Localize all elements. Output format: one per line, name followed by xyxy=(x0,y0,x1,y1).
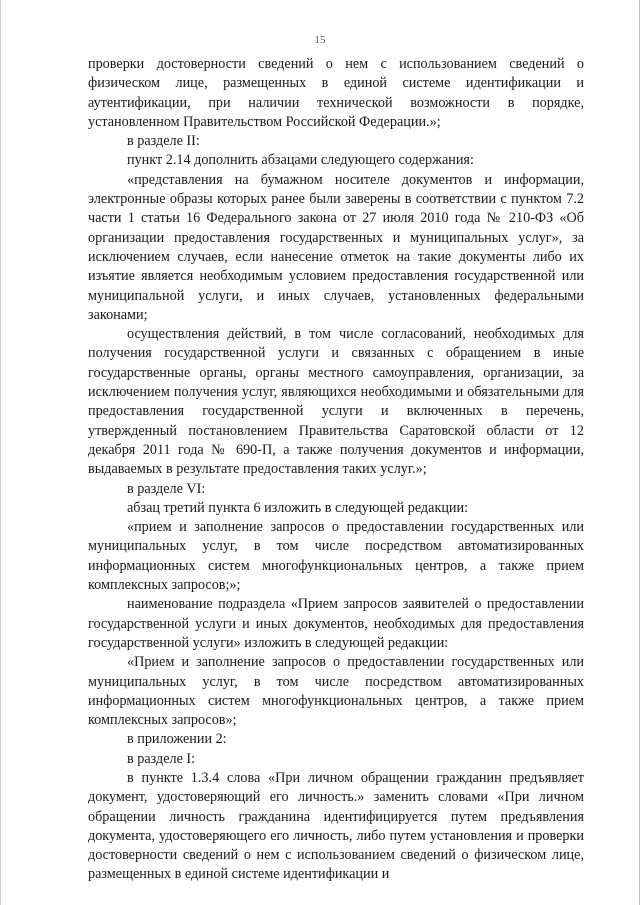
paragraph-13: в пункте 1.3.4 слова «При личном обращении гражданин предъявляет документ, удостоверяющий его личность.» заменить словами «При личном обращении личность гражданина идентифицируется путем предъявления документа, удостоверяющего его личность, либо путем установления и проверки достоверности сведений о нем с использованием сведений о физическом лице, размещенных в единой системе идентификации и xyxy=(88,769,584,883)
paragraph-11: в приложении 2: xyxy=(127,731,227,748)
paragraph-5: осуществления действий, в том числе согласований, необходимых для получения государственной услуги и связанных с обращением в иные государственные органы, органы местного самоуправления, организации, за исключением получения услуг, являющихся необходимыми и обязательными для предоставления государственной услуги и включенных в перечень, утвержденный постановлением Правительства Саратовской области от 12 декабря 2011 года № 690-П, а также получения документов и информации, выдаваемых в результате предоставления таких услуг.»; xyxy=(88,326,584,478)
page-number: 15 xyxy=(314,34,326,46)
paragraph-4: «представления на бумажном носителе документов и информации, электронные образы которых ранее были заверены в соответствии с пунктом 7.2 части 1 статьи 16 Федерального закона от 27 июля 2010 года № 210-ФЗ «Об организации предоставления государственных и муниципальных услуг», за исключением случаев, если нанесение отметок на такие документы либо их изъятие является необходимым условием предоставления государственной или муниципальной услуги, и иных случаев, установленных федеральными законами; xyxy=(88,171,584,323)
paragraph-6: в разделе VI: xyxy=(127,480,206,497)
paragraph-8: «прием и заполнение запросов о предоставлении государственных или муниципальных услуг, в том числе посредством автоматизированных информационных систем многофункциональных центров, а также прием комплексных запросов;»; xyxy=(88,519,584,594)
paragraph-1: проверки достоверности сведений о нем с использованием сведений о физическом лице, размещенных в единой системе идентификации и аутентификации, при наличии технической возможности в порядке, установленном Правительством Российской Федерации.»; xyxy=(88,56,584,130)
paragraph-2: в разделе II: xyxy=(127,133,200,150)
paragraph-12: в разделе I: xyxy=(127,750,196,767)
paragraph-7: абзац третий пункта 6 изложить в следующей редакции: xyxy=(127,499,469,516)
paragraph-9: наименование подраздела «Прием запросов заявителей о предоставлении государственной услуги и иных документов, необходимых для предоставления государственной услуги» изложить в следующей редакции: xyxy=(88,596,584,651)
paragraph-10: «Прием и заполнение запросов о предоставлении государственных или муниципальных услуг, в том числе посредством автоматизированных информационных систем многофункциональных центров, а также прием комплексных запросов»; xyxy=(88,654,584,729)
scan-edge-left xyxy=(0,0,1,905)
document-body xyxy=(88,55,584,885)
paragraph-3: пункт 2.14 дополнить абзацами следующего содержания: xyxy=(127,152,474,169)
